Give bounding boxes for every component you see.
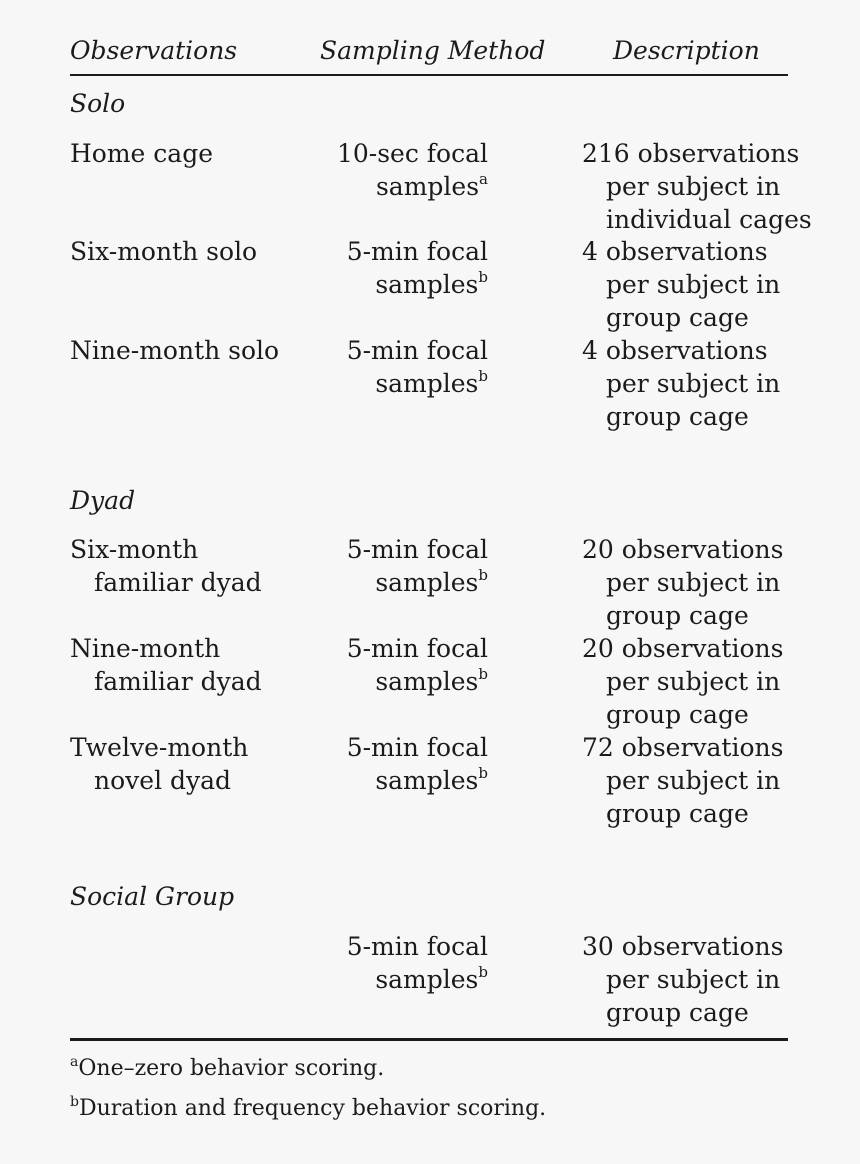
- description-text: per subject in: [606, 568, 781, 597]
- sampling-text: samples: [375, 172, 480, 201]
- description-text: per subject in: [606, 965, 781, 994]
- description-text: per subject in: [606, 766, 781, 795]
- table-row-sampling: [347, 632, 488, 698]
- footnote-text: One–zero behavior scoring.: [78, 1056, 385, 1081]
- description-text: individual cages: [606, 205, 812, 234]
- footnote-marker: a: [479, 169, 488, 188]
- footnote-b: [70, 1093, 547, 1122]
- description-text: group cage: [606, 998, 749, 1027]
- header-description: Description: [613, 36, 760, 65]
- table-row-sampling: [337, 137, 488, 203]
- sampling-text: 5-min focal: [346, 634, 488, 663]
- observation-text: Six-month solo: [70, 237, 258, 266]
- footnote-marker: b: [478, 962, 488, 981]
- table-row-observation: [70, 632, 262, 698]
- description-text: 4 observations: [582, 237, 768, 266]
- observation-text: Twelve-month: [70, 733, 249, 762]
- footnote-text: Duration and frequency behavior scoring.: [78, 1096, 547, 1121]
- table-row-sampling: [347, 533, 488, 599]
- footnote-a: [70, 1053, 385, 1082]
- table-row-description: [582, 235, 780, 334]
- table-row-description: [582, 533, 783, 632]
- description-text: group cage: [606, 601, 749, 630]
- footnote-marker: b: [478, 366, 488, 385]
- table-row-description: [582, 137, 812, 236]
- table-row-sampling: [347, 235, 488, 301]
- description-text: 20 observations: [582, 535, 784, 564]
- description-text: group cage: [606, 700, 749, 729]
- sampling-text: samples: [375, 766, 479, 795]
- table-row-sampling: [347, 731, 488, 797]
- description-text: 20 observations: [582, 634, 784, 663]
- table-row-observation: [70, 731, 248, 797]
- observation-text: Nine-month: [70, 634, 221, 663]
- description-text: 72 observations: [582, 733, 784, 762]
- top-rule: [70, 74, 788, 76]
- bottom-rule: [70, 1038, 788, 1041]
- description-text: 216 observations: [582, 139, 800, 168]
- description-text: 4 observations: [582, 336, 768, 365]
- footnote-marker: b: [478, 763, 488, 782]
- table-row-description: [582, 334, 780, 433]
- sampling-text: samples: [375, 568, 479, 597]
- description-text: group cage: [606, 402, 749, 431]
- footnote-mark: b: [70, 1093, 79, 1110]
- sampling-text: 5-min focal: [346, 336, 488, 365]
- observation-text: familiar dyad: [94, 667, 262, 696]
- table-row-sampling: [347, 334, 488, 400]
- table-row-description: [582, 731, 783, 830]
- sampling-text: 5-min focal: [346, 932, 488, 961]
- description-text: per subject in: [606, 667, 781, 696]
- sampling-text: samples: [375, 965, 479, 994]
- header-observations: Observations: [70, 36, 238, 65]
- table-row-observation: [70, 235, 257, 268]
- table-row-observation: [70, 137, 213, 170]
- sampling-text: 5-min focal: [346, 733, 488, 762]
- sampling-text: 10-sec focal: [336, 139, 488, 168]
- footnote-marker: b: [478, 664, 488, 683]
- description-text: group cage: [606, 303, 749, 332]
- section-label-social-group: Social Group: [70, 882, 235, 911]
- footnote-marker: b: [478, 565, 488, 584]
- observation-text: Nine-month solo: [70, 336, 280, 365]
- table-row-description: [582, 930, 783, 1029]
- sampling-text: samples: [375, 369, 479, 398]
- header-sampling-method: Sampling Method: [320, 36, 546, 65]
- footnote-marker: b: [478, 267, 488, 286]
- description-text: 30 observations: [582, 932, 784, 961]
- section-label-solo: Solo: [70, 89, 126, 118]
- sampling-text: 5-min focal: [346, 535, 488, 564]
- description-text: per subject in: [606, 172, 781, 201]
- sampling-text: 5-min focal: [346, 237, 488, 266]
- table-row-observation: [70, 533, 262, 599]
- observation-text: novel dyad: [94, 766, 232, 795]
- observation-text: Home cage: [70, 139, 214, 168]
- observation-text: familiar dyad: [94, 568, 262, 597]
- footnote-mark: a: [70, 1053, 79, 1070]
- table-row-sampling: [347, 930, 488, 996]
- section-label-dyad: Dyad: [70, 486, 136, 515]
- description-text: per subject in: [606, 270, 781, 299]
- table-row-description: [582, 632, 783, 731]
- table-row-observation: [70, 334, 279, 367]
- description-text: group cage: [606, 799, 749, 828]
- observation-text: Six-month: [70, 535, 199, 564]
- sampling-text: samples: [375, 667, 479, 696]
- description-text: per subject in: [606, 369, 781, 398]
- sampling-text: samples: [375, 270, 479, 299]
